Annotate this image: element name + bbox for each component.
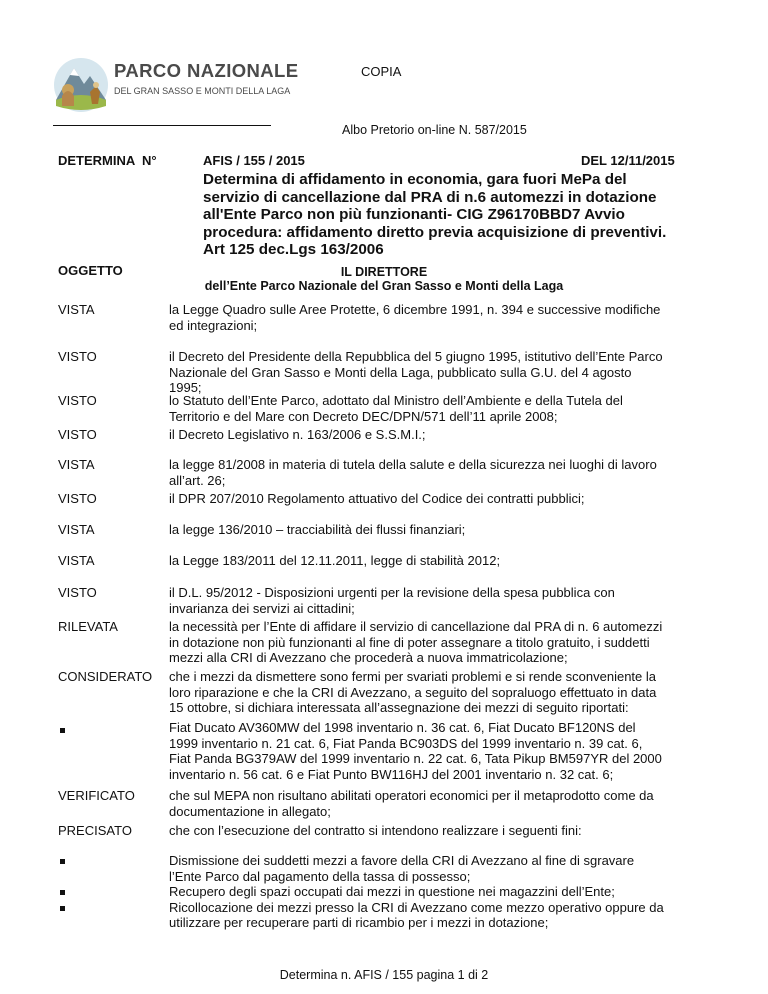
bullet-square-icon	[60, 890, 65, 895]
clause-line: ed integrazioni;	[169, 317, 258, 333]
clause-line: mezzi alla CRI di Avezzano che procederà a nuova immatricolazione;	[169, 650, 568, 665]
aim-line: Ricollocazione dei mezzi presso la CRI di Avezzano come mezzo operativo oppure da	[169, 899, 664, 915]
clause-text	[169, 491, 715, 507]
copy-label: COPIA	[361, 64, 402, 79]
clause-line: inventario n. 56 cat. 6 e Fiat Punto BW116HJ del 2001 inventario n. 32 cat. 6;	[169, 766, 614, 782]
clause-line: la Legge 183/2011 del 12.11.2011, legge di stabilità 2012;	[169, 553, 501, 568]
clause-text	[169, 619, 715, 666]
aim-line: Recupero degli spazi occupati dai mezzi in questione nei magazzini dell’Ente;	[169, 884, 615, 899]
clause-text	[169, 427, 715, 443]
subject-label: OGGETTO	[58, 263, 123, 278]
aims-list	[169, 853, 715, 931]
clause-text	[169, 457, 715, 488]
determina-number: AFIS / 155 / 2015	[203, 153, 305, 168]
determina-label: DETERMINA N°	[58, 153, 157, 168]
clause-line: il DPR 207/2010 Regolamento attuativo del Codice dei contratti pubblici;	[169, 491, 585, 506]
clause-line: Fiat Panda BG379AW del 1999 inventario n. 22 cat. 6, Tata Pikup BM597YR del 2000	[169, 751, 662, 766]
clause-text	[169, 553, 715, 569]
clause-line: che sul MEPA non risultano abilitati operatori economici per il metaprodotto come da	[169, 788, 654, 803]
clause-line: che i mezzi da dismettere sono fermi per svariati problemi e si rende sconveniente la	[169, 669, 657, 684]
director-title: IL DIRETTORE	[340, 265, 428, 279]
clause-line: la Legge Quadro sulle Aree Protette, 6 dicembre 1991, n. 394 e successive modifiche	[169, 302, 661, 317]
bullet-square-icon	[60, 906, 65, 911]
clause-text	[169, 302, 715, 333]
determina-date: DEL 12/11/2015	[581, 153, 675, 168]
clause-label: VISTA	[58, 302, 95, 317]
clause-label: VISTO	[58, 491, 97, 506]
clause-line: in dotazione non più funzionanti al fine di poter assegnare a titolo gratuito, i suddetti	[169, 634, 650, 650]
clause-text	[169, 669, 715, 716]
clause-label: VISTO	[58, 393, 97, 408]
aim-line: Dismissione dei suddetti mezzi a favore della CRI di Avezzano al fine di sgravare	[169, 853, 635, 868]
clause-label: VISTO	[58, 585, 97, 600]
aim-line: utilizzare per recuperare parti di ricambio per i mezzi in dotazione;	[169, 915, 549, 930]
clause-text	[169, 522, 715, 538]
clause-line: la legge 136/2010 – tracciabilità dei flussi finanziari;	[169, 522, 466, 537]
clause-text	[169, 823, 715, 839]
subject-line: procedura: affidamento diretto previa acquisizione di preventivi.	[203, 223, 667, 241]
albo-pretorio-number: Albo Pretorio on-line N. 587/2015	[342, 123, 527, 137]
clause-line: Fiat Ducato AV360MW del 1998 inventario n. 36 cat. 6, Fiat Ducato BF120NS del	[169, 720, 636, 735]
clause-label: VISTO	[58, 427, 97, 442]
clause-text	[169, 585, 715, 616]
clause-line: 1999 inventario n. 21 cat. 6, Fiat Panda BC903DS del 1999 inventario n. 39 cat. 6,	[169, 735, 643, 751]
bullet-square-icon	[60, 728, 65, 733]
vehicle-list-text	[169, 720, 715, 782]
bullet-square-icon	[60, 859, 65, 864]
clause-line: Territorio e del Mare con Decreto DEC/DPN/571 dell’11 aprile 2008;	[169, 408, 558, 424]
director-subtitle: dell’Ente Parco Nazionale del Gran Sasso e Monti della Laga	[204, 279, 564, 293]
subject-line: Determina di affidamento in economia, gara fuori MePa del	[203, 171, 627, 188]
clause-line: loro riparazione e che la CRI di Avezzano, a seguito del sopraluogo effettuato in data	[169, 684, 657, 700]
clause-label: RILEVATA	[58, 619, 118, 634]
clause-line: la necessità per l’Ente di affidare il servizio di cancellazione dal PRA di n. 6 automezzi	[169, 619, 663, 634]
clause-label: VERIFICATO	[58, 788, 135, 803]
header-divider	[53, 125, 271, 126]
logo-title: PARCO NAZIONALE	[114, 60, 299, 81]
clause-line: il Decreto Legislativo n. 163/2006 e S.S.M.I.;	[169, 427, 426, 442]
clause-label: VISTA	[58, 457, 95, 472]
subject-line: Art 125 dec.Lgs 163/2006	[203, 241, 384, 258]
clause-label: CONSIDERATO	[58, 669, 153, 684]
aim-line: l’Ente Parco dal pagamento della tassa di possesso;	[169, 868, 471, 884]
clause-line: lo Statuto dell’Ente Parco, adottato dal Ministro dell’Ambiente e della Tutela del	[169, 393, 623, 408]
clause-label: VISTA	[58, 522, 95, 537]
clause-label: VISTO	[58, 349, 97, 364]
clause-line: 1995;	[169, 380, 202, 395]
mountain-logo-icon	[52, 56, 110, 114]
subject-line: servizio di cancellazione dal PRA di n.6 automezzi in dotazione	[203, 188, 657, 206]
clause-text	[169, 349, 715, 396]
subject-line: all'Ente Parco non più funzionanti- CIG Z96170BBD7 Avvio	[203, 206, 625, 223]
page-footer: Determina n. AFIS / 155 pagina 1 di 2	[279, 968, 489, 982]
logo-subtitle: DEL GRAN SASSO E MONTI DELLA LAGA	[114, 86, 291, 96]
clause-line: documentazione in allegato;	[169, 803, 331, 819]
clause-line: il D.L. 95/2012 - Disposizioni urgenti per la revisione della spesa pubblica con	[169, 585, 615, 600]
clause-text	[169, 788, 715, 819]
clause-line: Nazionale del Gran Sasso e Monti della Laga, pubblicato sulla G.U. del 4 agosto	[169, 364, 632, 380]
clause-line: 15 ottobre, si dichiara interessata all’assegnazione dei mezzi di seguito riportati:	[169, 700, 629, 715]
clause-line: il Decreto del Presidente della Repubblica del 5 giugno 1995, istitutivo dell’Ente Parco	[169, 349, 663, 364]
clause-text	[169, 393, 715, 424]
clause-line: che con l’esecuzione del contratto si intendono realizzare i seguenti fini:	[169, 823, 582, 838]
clause-line: all’art. 26;	[169, 472, 226, 488]
clause-label: VISTA	[58, 553, 95, 568]
clause-label: PRECISATO	[58, 823, 132, 838]
subject-text	[203, 171, 723, 259]
park-logo	[52, 56, 299, 114]
clause-line: la legge 81/2008 in materia di tutela della salute e della sicurezza nei luoghi di lavoro	[169, 457, 657, 472]
clause-line: invarianza dei servizi ai cittadini;	[169, 600, 355, 616]
